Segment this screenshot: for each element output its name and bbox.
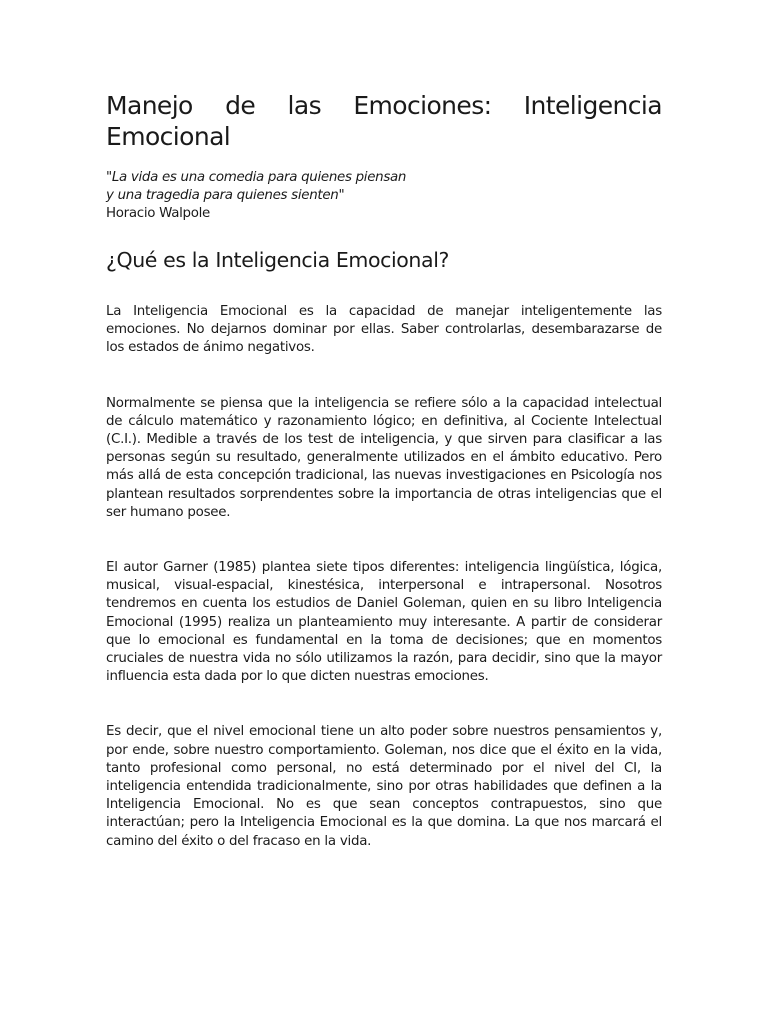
document-page <box>106 90 662 851</box>
epigraph-quote: "La vida es una comedia para quienes piensan y una tragedia para quienes sienten" <box>106 170 407 203</box>
paragraph-emotional-level: Es decir, que el nivel emocional tiene un alto poder sobre nuestros pensamientos y, por ende, sobre nuestro comportamiento. Goleman, nos dice que el éxito en la vida, tanto profesional como personal, no está determinado por el nivel del CI, la inteligencia entendida tradicionalmente, sino por otras habilidades que definen a la Inteligencia Emocional. No es que sean conceptos contrapuestos, sino que interactúan; pero la Inteligencia Emocional es la que domina. La que nos marcará el camino del éxito o del fracaso en la vida. <box>106 724 662 849</box>
section-heading: ¿Qué es la Inteligencia Emocional? <box>106 248 449 272</box>
document-title: Manejo de las Emociones: Inteligencia Emocional <box>106 91 662 151</box>
paragraph-definition: La Inteligencia Emocional es la capacidad de manejar inteligentemente las emociones. No dejarnos dominar por ellas. Saber controlarlas, desembarazarse de los estados de ánimo negativos. <box>106 304 662 356</box>
paragraph-garner-goleman: El autor Garner (1985) plantea siete tipos diferentes: inteligencia lingüística, lógica, musical, visual-espacial, kinestésica, interpersonal e intrapersonal. Nosotros tendremos en cuenta los estudios de Daniel Goleman, quien en su libro Inteligencia Emocional (1995) realiza un planteamiento muy interesante. A partir de considerar que lo emocional es fundamental en la toma de decisiones; que en momentos cruciales de nuestra vida no sólo utilizamos la razón, para decidir, sino que la mayor influencia esta dada por lo que dicten nuestras emociones. <box>106 560 662 685</box>
paragraph-traditional-intelligence: Normalmente se piensa que la inteligencia se refiere sólo a la capacidad intelectual de cálculo matemático y razonamiento lógico; en definitiva, al Cociente Intelectual (C.I.). Medible a través de los test de inteligencia, y que sirven para clasificar a las personas según su resultado, generalmente utilizados en el ámbito educativo. Pero más allá de esta concepción tradicional, las nuevas investigaciones en Psicología nos plantean resultados sorprendentes sobre la importancia de otras inteligencias que el ser humano posee. <box>106 395 662 520</box>
epigraph <box>106 169 662 223</box>
epigraph-author: Horacio Walpole <box>106 206 210 221</box>
